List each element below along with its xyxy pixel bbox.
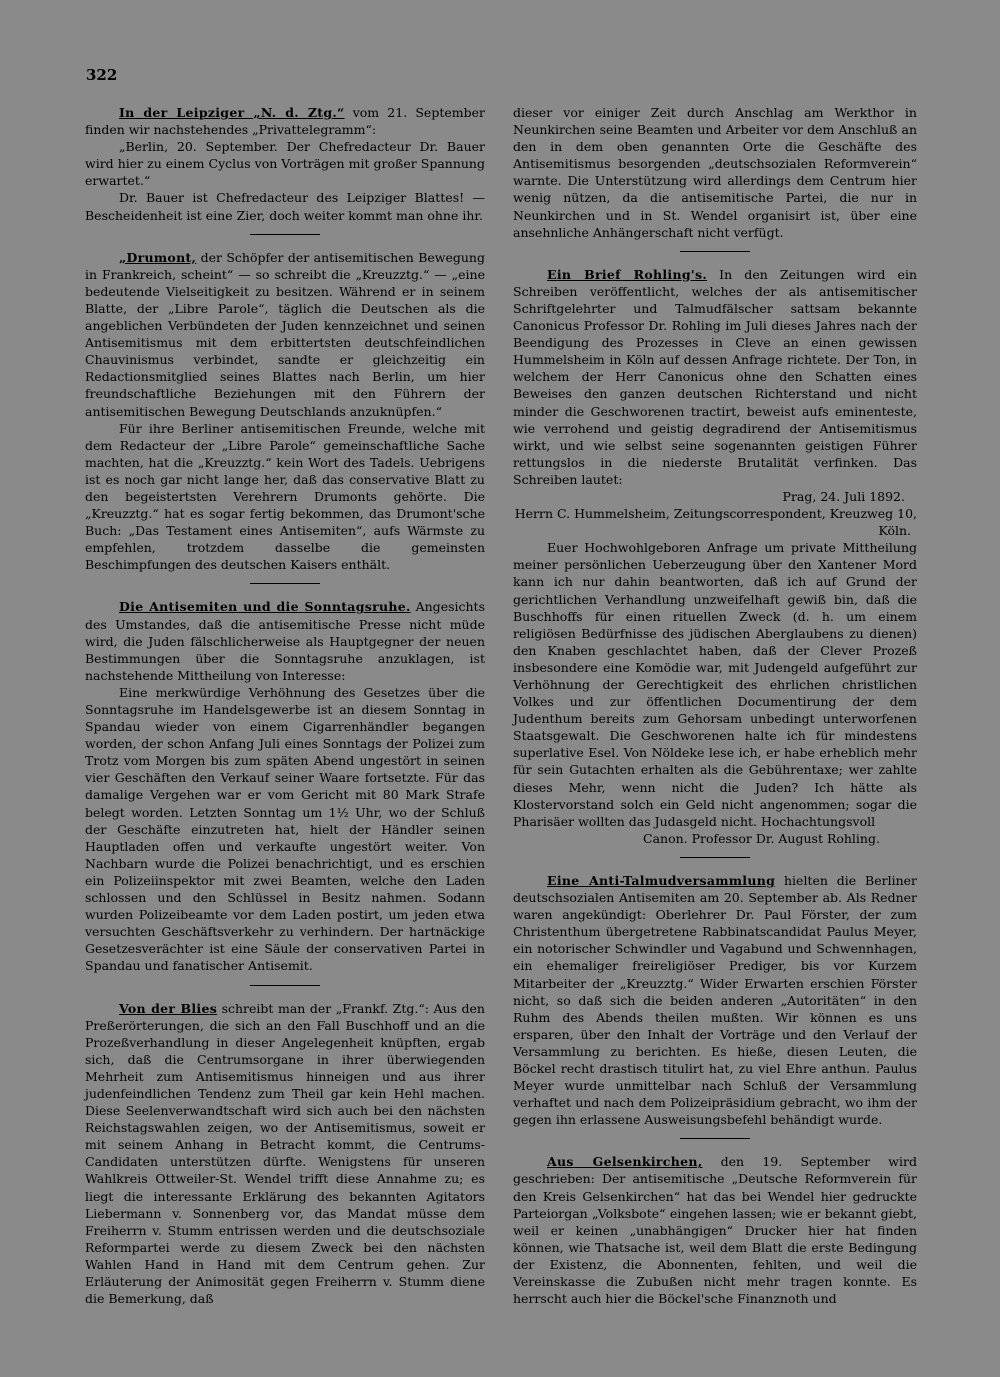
article-separator [680, 857, 750, 858]
article-heading: Eine Anti-Talmudversammlung [547, 872, 776, 888]
letter-signature: Canon. Professor Dr. August Rohling. [643, 830, 880, 846]
article-separator [250, 985, 320, 986]
article-text: hielten die Berliner deutschsozialen Antisemiten am 20. September ab. Als Redner waren angekündigt: Oberlehrer Dr. Paul Förster, der zum Christenthum übergetretene Rabbinatscandidat Paulus Meyer, ein notorischer Schwindler und Vagabund und Schwennhagen, ein ehemaliger freireligiöser Prediger, bis vor Kurzem Mitarbeiter der „Kreuzztg.“ Wider Erwarten erschien Förster nicht, so daß sich die beiden anderen „Autoritäten“ in den Ruhm des Abends theilen mußten. Wir können es uns ersparen, über den Inhalt der Vorträge und den Verlauf der Versammlung zu berichten. Es hieße, diesen Leuten, die Böckel recht drastisch titulirt hat, zu viel Ehre anthun. Paulus Meyer wurde unmittelbar nach Schluß der Versammlung verhaftet und nach dem Polizeipräsidium gebracht, wo ihm der gegen ihn erlassene Ausweisungsbefehl behändigt wurde. [513, 872, 917, 1128]
article-paragraph: dieser vor einiger Zeit durch Anschlag am Werkthor in Neunkirchen seine Beamten und Arbeiter vor dem Anschluß an den in dem oben genannten Orte die Geschäfte des Antisemitismus besorgenden „deutschsozialen Reformverein“ warnte. Die Unterstützung wird allerdings dem Centrum hier wenig nützen, da die antisemitische Partei, die nur in Neunkirchen und in St. Wendel organisirt ist, über eine ansehnliche Anhängerschaft nicht verfügt. [513, 105, 917, 240]
article-text: schreibt man der „Frankf. Ztg.“: Aus den Preßerörterungen, die sich an den Fall Buschhoff und an die Prozeßverhandlung in dieser Angelegenheit knüpften, ergab sich, daß die Centrumsorgane in ihrer überwiegenden Mehrheit zum Antisemitismus hinneigen und aus ihrer judenfeindlichen Tendenz zum Theil gar kein Hehl machen. Diese Seelenverwandtschaft wird sich auch bei den nächsten Reichstagswahlen zeigen, wo der Antisemitismus, soweit er mit seinem Anhang in Betracht kommt, die Centrums-Candidaten unterstützen dürfte. Wenigstens für unseren Wahlkreis Ottweiler-St. Wendel trifft diese Annahme zu; es liegt die interessante Erklärung des bekannten Agitators Liebermann v. Sonnenberg vor, das Mandat müsse dem Freiherrn v. Stumm entrissen werden und die deutschsoziale Reformpartei werde zu diesem Zweck bei den nächsten Wahlen Hand in Hand mit dem Centrum gehen. Zur Erläuterung der Animosität gegen Freiherrn v. Stumm diene die Bemerkung, daß [85, 1000, 485, 1307]
article-heading: „Drumont, [119, 249, 197, 265]
article-separator [250, 234, 320, 235]
article-heading: Von der Blies [119, 1000, 218, 1016]
article-drumont [85, 249, 485, 574]
article-separator [680, 1138, 750, 1139]
article-rohling [513, 266, 917, 847]
letter-address-city: Köln. [878, 523, 911, 539]
article-heading: Die Antisemiten und die Sonntagsruhe. [119, 599, 411, 615]
article-heading: Aus Gelsenkirchen, [547, 1154, 703, 1170]
article-text: In den Zeitungen wird ein Schreiben veröffentlicht, welches der als antisemitischer Schriftgelehrter und Talmudfälscher sattsam bekannte Canonicus Professor Dr. Rohling im Juli dieses Jahres nach der Beendigung des Prozesses in Cleve an einen gewissen Hummelsheim in Köln auf dessen Anfrage richtete. Der Ton, in welchem der Herr Canonicus ohne den Schatten eines Beweises den ganzen deutschen Richterstand und nicht minder die Geschworenen tractirt, beweist aufs eminenteste, wie verrohend und geistig degradirend der Antisemitismus wirkt, und wie selbst seine sogenannten geistigen Führer rettungslos in die niederste Brutalität verfinken. Das Schreiben lautet: [513, 266, 917, 487]
article-paragraph: Dr. Bauer ist Chefredacteur des Leipziger Blattes! — Bescheidenheit ist eine Zier, doch weiter kommt man ohne ihr. [85, 190, 485, 223]
right-column [513, 104, 917, 1309]
article-sonntagsruhe [85, 598, 485, 974]
letter-dateline: Prag, 24. Juli 1892. [782, 488, 905, 504]
article-heading: In der Leipziger „N. d. Ztg.“ [119, 105, 345, 120]
article-antitalmud [513, 872, 917, 1128]
article-text: vom 21. September finden wir nachstehendes „Privattelegramm“: [85, 105, 485, 138]
article-heading: Ein Brief Rohling's. [547, 266, 708, 282]
article-paragraph: Für ihre Berliner antisemitischen Freunde, welche mit dem Redacteur der „Libre Parole“ gemeinschaftliche Sache machten, hat die „Kreuzztg.“ kein Wort des Tadels. Uebrigens ist es noch gar nicht lange her, daß das conservative Blatt zu den begeistertsten Verehrern Drumonts gehörte. Die „Kreuzztg.“ hat es sogar fertig bekommen, das Drumont'sche Buch: „Das Testament eines Antisemiten“, aufs Wärmste zu empfehlen, trotzdem dasselbe die gemeinsten Beschimpfungen des deutschen Kaisers enthält. [85, 420, 485, 573]
article-paragraph: Eine merkwürdige Verhöhnung des Gesetzes über die Sonntagsruhe im Handelsgewerbe ist an diesem Sonntag in Spandau wieder von einem Cigarrenhändler begangen worden, der schon Anfang Juli eines Sonntags der Polizei zum Trotz vom Morgen bis zum späten Abend ungestört in seinen vier Geschäften den Verkauf seiner Waare fortsetzte. Für das damalige Vergehen war er vom Gericht mit 80 Mark Strafe belegt worden. Letzten Sonntag um 1½ Uhr, wo der Schluß der Geschäfte einzutreten hat, hielt der Händler seinen Hauptladen offen und verkaufte ungestört weiter. Von Nachbarn wurde die Polizei benachrichtigt, und es erschien ein Polizeiinspektor mit zwei Beamten, welche den Laden schlossen und den Schlüssel in Besitz nahmen. Sodann wurden Polizeibeamte vor dem Laden postirt, um jeden etwa versuchten Geschäftsverkehr zu verhindern. Der hartnäckige Gesetzesverächter ist eine Säule der conservativen Partei in Spandau und fanatischer Antisemit. [85, 684, 485, 974]
letter-address: Herrn C. Hummelsheim, Zeitungscorrespondent, Kreuzweg 10, [514, 506, 917, 522]
left-column [85, 104, 485, 1309]
article-leipziger [85, 104, 485, 224]
article-separator [680, 251, 750, 252]
article-paragraph: „Berlin, 20. September. Der Chefredacteur Dr. Bauer wird hier zu einem Cyclus von Vorträgen mit großer Spannung erwartet.“ [85, 139, 485, 189]
article-text: Angesichts des Umstandes, daß die antisemitische Presse nicht müde wird, die Juden fälschlicherweise als Hauptgegner der neuen Bestimmungen über die Sonntagsruhe anzuklagen, ist nachstehende Mittheilung von Interesse: [85, 599, 485, 683]
article-separator [250, 583, 320, 584]
article-text: den 19. September wird geschrieben: Der antisemitische „Deutsche Reformverein für den Kreis Gelsenkirchen“ hat das bei Wendel hier gedruckte Parteiorgan „Volksbote“ eingehen lassen; wie er bekannt giebt, weil er keinen „unabhängigen“ Drucker hier hat finden können, wie Thatsache ist, weil dem Blatt die erste Bedingung der Existenz, die Abonnenten, fehlten, und weil die Vereinskasse die Zubußen nicht mehr tragen konnte. Es herrscht auch hier die Böckel'sche Finanznoth und [513, 1154, 917, 1307]
page-number: 322 [86, 66, 118, 84]
letter-body: Euer Hochwohlgeboren Anfrage um private Mittheilung meiner persönlichen Ueberzeugung über den Xantener Mord kann ich nur dahin beantworten, daß ich auf Grund der gerichtlichen Verhandlung unzweifelhaft gewiß bin, daß die Buschhoffs für einen rituellen Zweck (d. h. um einem religiösen Bedürfnisse des jüdischen Aberglaubens zu dienen) den Knaben geschlachtet haben, daß der Clever Prozeß insbesondere eine Komödie war, mit Judengeld aufgeführt zur Verhöhnung der Gerechtigkeit des ehrlichen christlichen Volkes und zur öffentlichen Documentirung der dem Judenthum bereits zum Gehorsam unbedingt unterworfenen Staatsgewalt. Die Geschworenen halte ich für mindestens superlative Esel. Von Nöldeke lese ich, er habe erheblich mehr für sein Gutachten erhalten als die Gebührentaxe; wer zahlte dieses Mehr, wenn nicht die Juden? Ich hätte als Klostervorstand solch ein Geld nicht angenommen; sogar die Pharisäer wollten das Judasgeld nicht. Hochachtungsvoll [513, 540, 917, 829]
article-blies-continued [513, 104, 917, 241]
article-blies [85, 1000, 485, 1308]
article-gelsenkirchen [513, 1153, 917, 1307]
article-text: der Schöpfer der antisemitischen Bewegung in Frankreich, scheint“ — so schreibt die „Kreuzztg.“ — „eine bedeutende Vielseitigkeit zu besitzen. Während er in seinem Blatte, der „Libre Parole“, täglich die Deutschen als die angeblichen Verbündeten der Juden kennzeichnet und seinen Antisemitismus mit dem erbittertsten deutschfeindlichen Chauvinismus verbindet, sandte er gleichzeitig ein Redactionsmitglied seines Blattes nach Berlin, um hier freundschaftliche Beziehungen mit den Führern der antisemitischen Bewegung Deutschlands anzuknüpfen.“ [85, 249, 485, 419]
